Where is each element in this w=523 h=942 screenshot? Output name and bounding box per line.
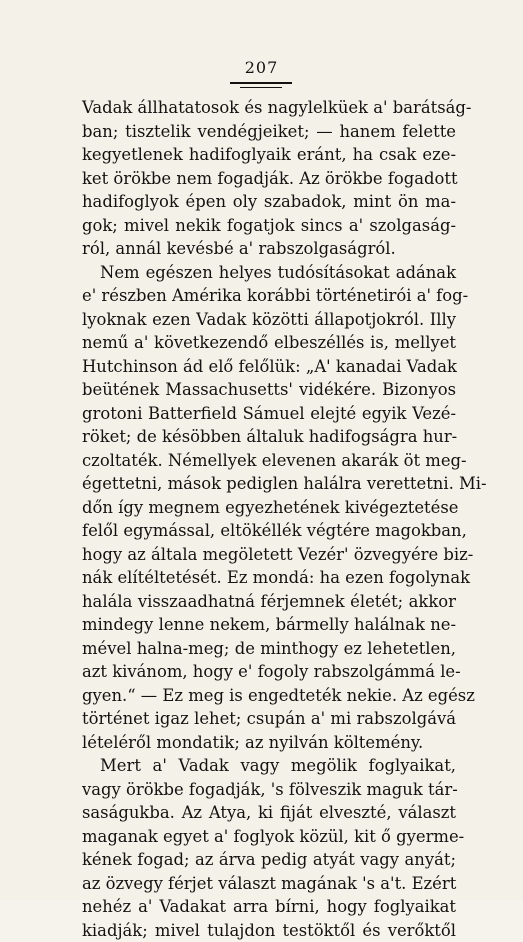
text-line: nák elítéltetését. Ez mondá: ha ezen fogolynak xyxy=(82,566,456,590)
text-line: mével halna-meg; de minthogy ez lehetetlen, xyxy=(82,637,456,661)
text-line: gyen.“ — Ez meg is engedteték nekie. Az egész xyxy=(82,684,456,708)
text-line: beütének Massachusetts' vidékére. Bizonyos xyxy=(82,378,456,402)
text-line: kegyetlenek hadifoglyaik eránt, ha csak eze- xyxy=(82,143,456,167)
text-line: lyoknak ezen Vadak közötti állapotjokról. Illy xyxy=(82,308,456,332)
body-text xyxy=(82,96,456,942)
text-line: dőn így megnem egyezhetének kivégeztetése xyxy=(82,496,456,520)
text-line: ket örökbe nem fogadják. Az örökbe fogadott xyxy=(82,167,456,191)
text-line: grotoni Batterfield Sámuel elejté egyik Vezé- xyxy=(82,402,456,426)
text-line: halála visszaadhatná férjemnek életét; akkor xyxy=(82,590,456,614)
text-line: gok; mivel nekik fogatjok sincs a' szolgaság- xyxy=(82,214,456,238)
text-line: röket; de késöbben általuk hadifogságra hur- xyxy=(82,425,456,449)
text-line: mindegy lenne nekem, bármelly halálnak ne- xyxy=(82,613,456,637)
text-line: Nem egészen helyes tudósításokat adának xyxy=(82,261,456,285)
text-line: történet igaz lehet; csupán a' mi rabszolgává xyxy=(82,707,456,731)
text-line: nemű a' következendő elbeszéllés is, mellyet xyxy=(82,331,456,355)
text-line: az özvegy férjet választ magának 's a't. Ezért xyxy=(82,872,456,896)
text-line: kiadják; mivel tulajdon testöktől és verőktől xyxy=(82,919,456,942)
text-line: czoltaték. Némellyek elevenen akarák öt meg- xyxy=(82,449,456,473)
text-line: Mert a' Vadak vagy megölik foglyaikat, xyxy=(82,754,456,778)
text-line: felől egymással, eltökéllék végtére magokban, xyxy=(82,519,456,543)
text-line: hadifoglyok épen oly szabadok, mint ön ma- xyxy=(82,190,456,214)
text-line: kének fogad; az árva pedig atyát vagy anyát; xyxy=(82,848,456,872)
text-line: Vadak állhatatosok és nagylelküek a' barátság- xyxy=(82,96,456,120)
page-number: 207 xyxy=(0,58,523,77)
text-line: ban; tisztelik vendégjeiket; — hanem felette xyxy=(82,120,456,144)
text-line: hogy az általa megöletett Vezér' özvegyére biz- xyxy=(82,543,456,567)
text-line: saságukba. Az Atya, ki fiját elveszté, választ xyxy=(82,801,456,825)
text-line: Hutchinson ád elő felőlük: „A' kanadai Vadak xyxy=(82,355,456,379)
header-rule xyxy=(230,82,292,84)
text-line: e' részben Amérika korábbi történetirói a' fog- xyxy=(82,284,456,308)
text-line: lételéről mondatik; az nyilván költemény. xyxy=(82,731,456,755)
text-line: nehéz a' Vadakat arra bírni, hogy foglyaikat xyxy=(82,895,456,919)
text-line: égettetni, mások pediglen halálra verettetni. Mi- xyxy=(82,472,456,496)
text-line: azt kivánom, hogy e' fogoly rabszolgámmá le- xyxy=(82,660,456,684)
header-rule-thin xyxy=(240,87,282,88)
text-line: maganak egyet a' foglyok közül, kit ő gyerme- xyxy=(82,825,456,849)
text-line: vagy örökbe fogadják, 's fölveszik maguk tár- xyxy=(82,778,456,802)
text-line: ról, annál kevésbé a' rabszolgaságról. xyxy=(82,237,456,261)
